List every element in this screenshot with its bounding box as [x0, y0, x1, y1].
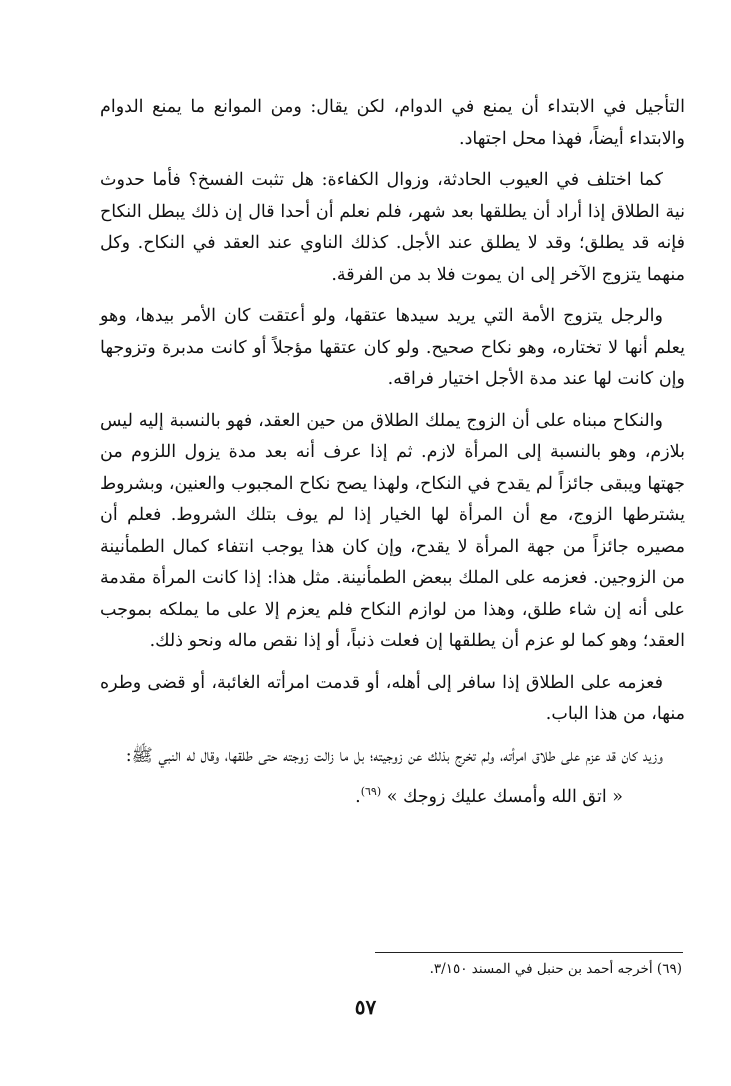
hadith-quote-end: .	[355, 787, 361, 807]
page-number: ٥٧	[354, 995, 377, 1019]
hadith-quote	[100, 782, 685, 814]
hadith-quote-text: « اتق الله وأمسك عليك زوجك »	[386, 787, 623, 807]
paragraph-5: فعزمه على الطلاق إذا سافر إلى أهله، أو قدمت امرأته الغائبة، أو قضى وطره منها، من هذا الباب.	[100, 672, 685, 724]
main-text	[100, 92, 685, 822]
footnote: (٦٩) أخرجه أحمد بن حنبل في المسند ٣/١٥٠.	[429, 961, 682, 977]
footnote-reference: (٦٩)	[360, 785, 382, 799]
paragraph-1: التأجيل في الابتداء أن يمنع في الدوام، لكن يقال: ومن الموانع ما يمنع الدوام والابتداء أيضاً، فهذا محل اجتهاد.	[100, 97, 685, 149]
paragraph-2: كما اختلف في العيوب الحادثة، وزوال الكفاءة: هل تثبت الفسخ؟ فأما حدوث نية الطلاق إذا أراد أن يطلقها بعد شهر، فلم نعلم أن أحدا قال إن ذلك يبطل النكاح فإنه قد يطلق؛ وقد لا يطلق عند الأجل. كذلك الناوي عند العقد في النكاح. وكل منهما يتزوج الآخر إلى ان يموت فلا بد من الفرقة.	[100, 170, 685, 285]
paragraph-4: والنكاح مبناه على أن الزوج يملك الطلاق من حين العقد، فهو بالنسبة إليه ليس بلازم، وهو بالنسبة إلى المرأة لازم. ثم إذا عرف أنه بعد مدة يزول اللزوم من جهتها ويبقى جائزاً لم يقدح في النكاح، ولهذا يصح نكاح المجبوب والعنين، وبشروط يشترطها الزوج، مع أن المرأة لها الخيار إذا لم يوف بتلك الشروط. فعلم أن مصيره جائزاً من جهة المرأة لا يقدح، وإن كان هذا يوجب انتفاء كمال الطمأنينة من الزوجين. فعزمه على الملك ببعض الطمأنينة. مثل هذا: إذا كانت المرأة مقدمة على أنه إن شاء طلق، وهذا من لوازم النكاح فلم يعزم إلا على ما يملكه بموجب العقد؛ وهو كما لو عزم أن يطلقها إن فعلت ذنباً، أو إذا نقص ماله ونحو ذلك.	[100, 410, 685, 651]
paragraph-6: وزيد كان قد عزم على طلاق امرأته، ولم تخرج بذلك عن زوجيته؛ بل ما زالت زوجته حتى طلقها، وقال له النبي ﷺ:	[125, 745, 663, 766]
paragraph-3: والرجل يتزوج الأمة التي يريد سيدها عتقها، ولو أعتقت كان الأمر بيدها، وهو يعلم أنها لا تختاره، وهو نكاح صحيح. ولو كان عتقها مؤجلاً أو كانت مدبرة وتزوجها وإن كانت لها عند مدة الأجل اختيار فراقه.	[100, 306, 685, 389]
footnote-divider	[375, 952, 683, 953]
